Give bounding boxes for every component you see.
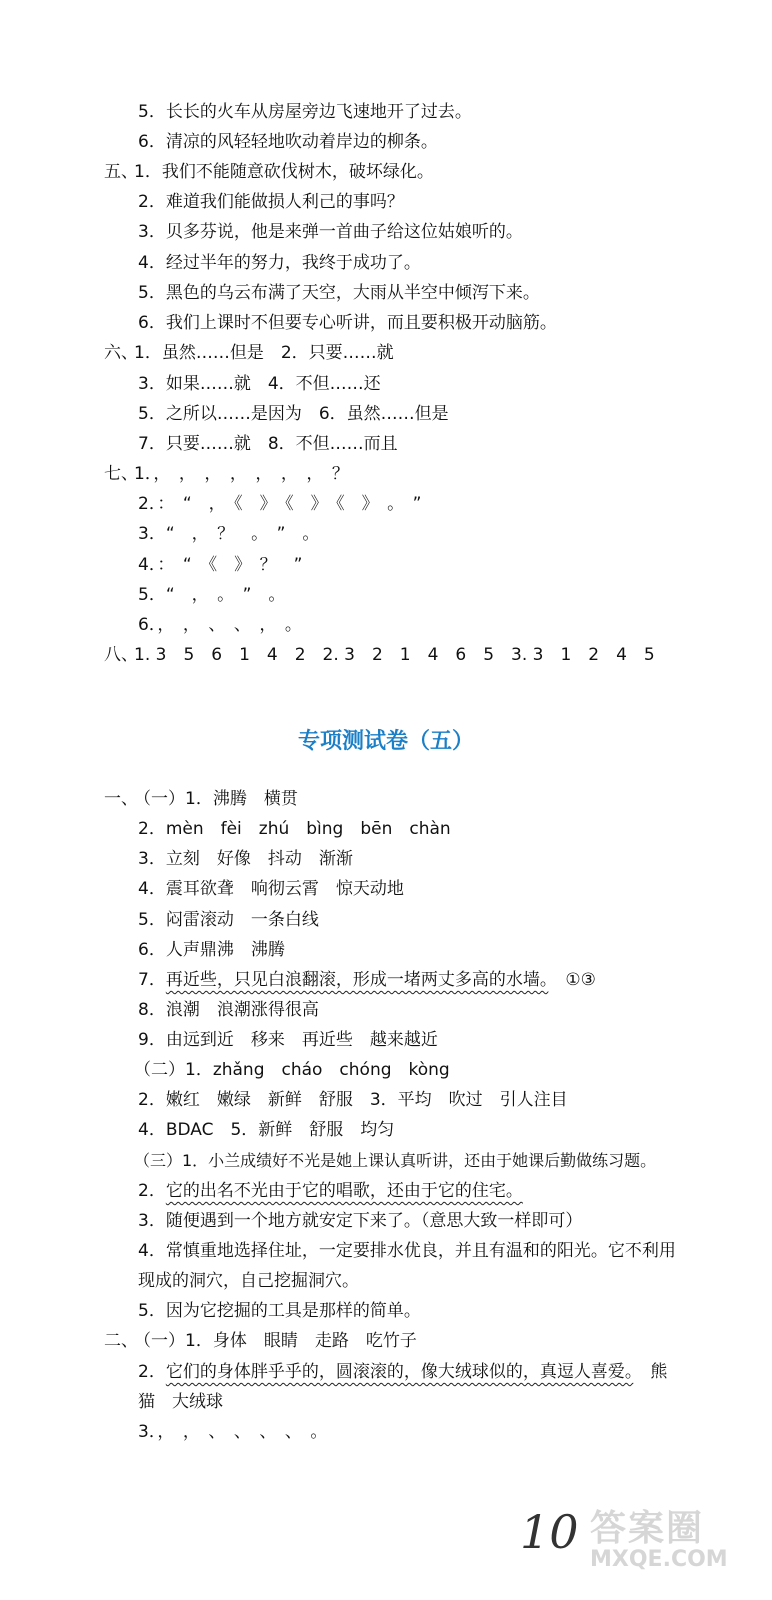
answer-line: 6．人声鼎沸 沸腾: [138, 940, 285, 960]
watermark-logo: [590, 1500, 770, 1590]
answer-line: 3．贝多芬说，他是来弹一首曲子给这位姑娘听的。: [138, 222, 523, 242]
answer-line: 2．嫩红 嫩绿 新鲜 舒服 3．平均 吹过 引人注目: [138, 1090, 568, 1110]
answer-line: 一、（一）1．沸腾 横贯: [104, 789, 298, 809]
answer-line: （二）1．zhǎng cháo chóng kòng: [134, 1060, 450, 1080]
answer-line: 5．黑色的乌云布满了天空，大雨从半空中倾泻下来。: [138, 283, 540, 303]
section-number: 五、: [104, 162, 138, 182]
answer-line: 6．清凉的风轻轻地吹动着岸边的柳条。: [138, 132, 438, 152]
answer-line: 2．难道我们能做损人利己的事吗？: [138, 192, 404, 212]
answer-line: 4．： “ 《 》 ？ ”: [138, 555, 303, 575]
watermark-url: MXQE.COM: [590, 1547, 728, 1572]
answer-line: 六、1．虽然……但是 2．只要……就: [104, 343, 394, 363]
answer-line: 8．浪潮 浪潮涨得很高: [138, 1000, 319, 1020]
underlined-answer: 它的出名不光由于它的唱歌，还由于它的住宅。: [165, 1181, 523, 1201]
answer-line: 2．： “ ， 《 》 《 》 《 》 。 ”: [138, 494, 422, 514]
answer-line: 4．经过半年的努力，我终于成功了。: [138, 253, 421, 273]
answer-line: 4．震耳欲聋 响彻云霄 惊天动地: [138, 879, 404, 899]
page-number: 10: [520, 1505, 579, 1559]
section-number: 一、: [104, 789, 138, 809]
answer-line: 5．因为它挖掘的工具是那样的简单。: [138, 1301, 421, 1321]
answer-line: 3．“ ， ？ 。 ” 。: [138, 524, 320, 544]
answer-line: 猫 大绒球: [138, 1392, 223, 1412]
answer-line: 现成的洞穴，自己挖掘洞穴。: [138, 1271, 359, 1291]
underlined-answer: 再近些，只见白浪翻滚，形成一堵两丈多高的水墙。: [165, 970, 549, 990]
underlined-answer: 它们的身体胖乎乎的，圆滚滚的，像大绒球似的，真逗人喜爱。: [165, 1362, 634, 1382]
answer-line: （三）1．小兰成绩好不光是她上课认真听讲，还由于她课后勤做练习题。: [134, 1151, 657, 1170]
section-number: 七、: [104, 464, 138, 484]
watermark-text: 答案圈: [590, 1508, 705, 1549]
answer-line: 9．由远到近 移来 再近些 越来越近: [138, 1030, 438, 1050]
answer-line: 7．只要……就 8．不但……而且: [138, 434, 398, 454]
answer-line: 八、1. 3 5 6 1 4 2 2. 3 2 1 4 6 5 3. 3 1 2 4 5: [104, 645, 655, 665]
section-title: 专项测试卷（五）: [297, 729, 474, 754]
answer-line: 七、1．， ， ， ， ， ， ， ？: [104, 464, 349, 484]
answer-line: 二、（一）1．身体 眼睛 走路 吃竹子: [104, 1331, 417, 1351]
answer-line: 2．它们的身体胖乎乎的，圆滚滚的，像大绒球似的，真逗人喜爱。 熊: [138, 1362, 668, 1382]
answer-line: 5．“ ， 。 ” 。: [138, 585, 286, 605]
answer-line: 7．再近些，只见白浪翻滚，形成一堵两丈多高的水墙。 ①③: [138, 970, 596, 990]
section-number: 八、: [104, 645, 138, 665]
answer-line: 5．闷雷滚动 一条白线: [138, 910, 319, 930]
answer-line: 5．长长的火车从房屋旁边飞速地开了过去。: [138, 102, 472, 122]
section-number: 二、: [104, 1331, 138, 1351]
answer-line: 3．如果……就 4．不但……还: [138, 374, 381, 394]
answer-line: 5．之所以……是因为 6．虽然……但是: [138, 404, 449, 424]
answer-line: 4．常慎重地选择住址，一定要排水优良，并且有温和的阳光。它不利用: [138, 1241, 676, 1261]
answer-line: 3．， ， 、 、 、 、 。: [138, 1422, 328, 1442]
answer-line: 3．随便遇到一个地方就安定下来了。（意思大致一样即可）: [138, 1211, 583, 1231]
section-number: 六、: [104, 343, 138, 363]
answer-line: 6．我们上课时不但要专心听讲，而且要积极开动脑筋。: [138, 313, 557, 333]
answer-line: 2．mèn fèi zhú bìng bēn chàn: [138, 819, 451, 839]
answer-line: 4．BDAC 5．新鲜 舒服 均匀: [138, 1120, 395, 1140]
answer-line: 3．立刻 好像 抖动 渐渐: [138, 849, 353, 869]
answer-line: 五、1．我们不能随意砍伐树木，破坏绿化。: [104, 162, 434, 182]
answer-line: 2．它的出名不光由于它的唱歌，还由于它的住宅。: [138, 1181, 523, 1201]
answer-line: 6．， ， 、 、 ， 。: [138, 615, 302, 635]
